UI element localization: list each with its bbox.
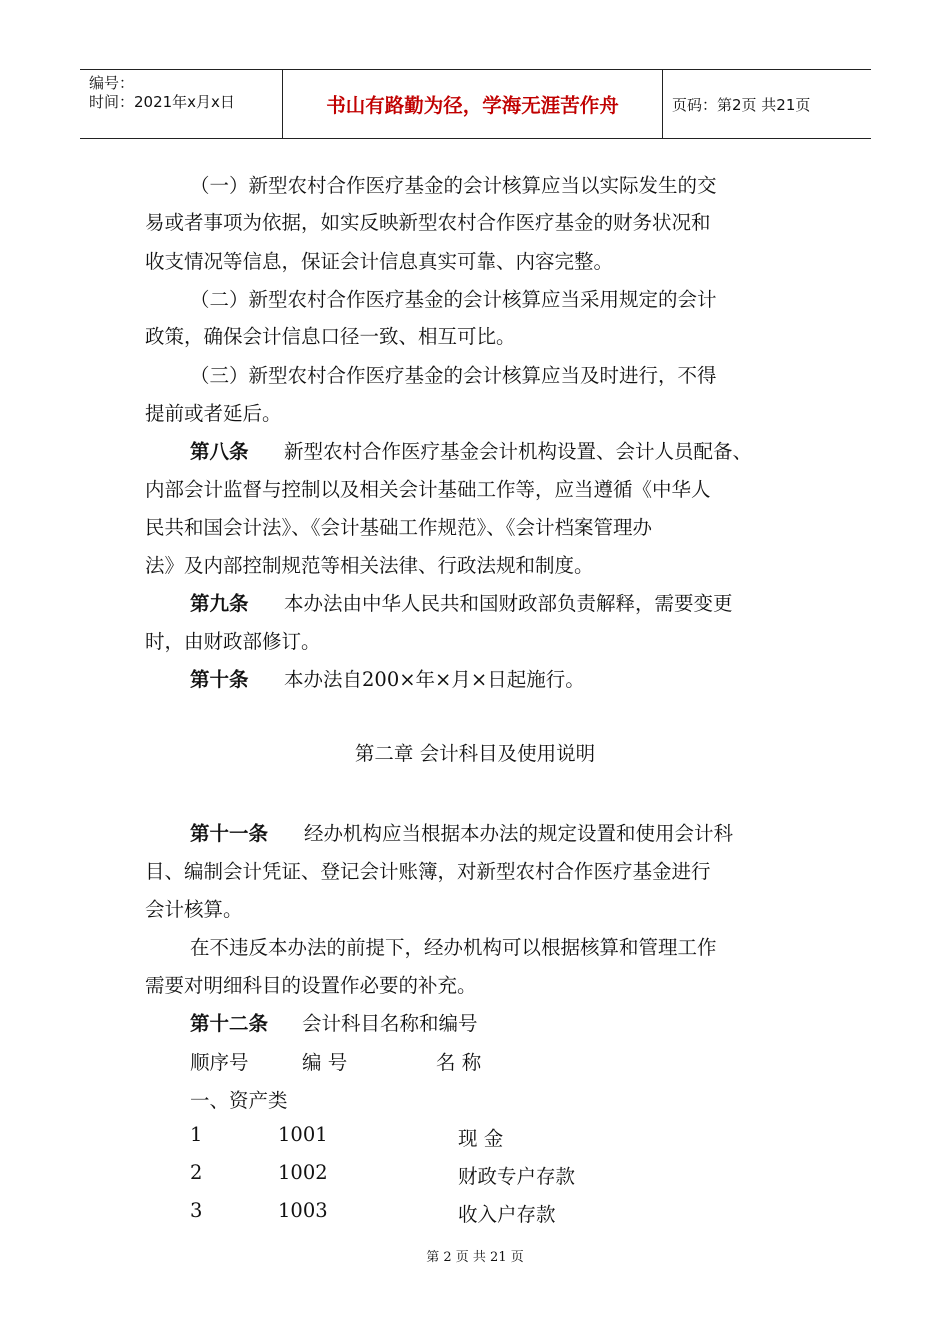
column-header-seq: 顺序号: [190, 1051, 249, 1074]
article-12-text: 会计科目名称和编号: [302, 1012, 478, 1035]
article-11-title: 第十一条: [190, 822, 269, 845]
document-number-label: 编号：: [89, 74, 135, 92]
paragraph-line: 在不违反本办法的前提下，经办机构可以根据核算和管理工作: [190, 936, 717, 959]
paragraph-line: 本办法由中华人民共和国财政部负责解释，需要变更: [284, 592, 733, 615]
category-label: 一、资产类: [190, 1089, 288, 1112]
document-date: 时间：2021年x月x日: [89, 93, 235, 111]
paragraph-line: 政策，确保会计信息口径一致、相互可比。: [145, 325, 516, 348]
table-cell-name: 收入户存款: [458, 1203, 556, 1226]
column-header-code: 编 号: [302, 1051, 348, 1074]
paragraph-line: 易或者事项为依据，如实反映新型农村合作医疗基金的财务状况和: [145, 211, 711, 234]
table-cell-name: 现 金: [458, 1127, 504, 1150]
table-cell-code: 1001: [278, 1123, 328, 1146]
paragraph-line: 内部会计监督与控制以及相关会计基础工作等，应当遵循《中华人: [145, 478, 711, 501]
paragraph-line: 会计核算。: [145, 898, 243, 921]
column-header-name: 名 称: [436, 1051, 482, 1074]
paragraph-line: 民共和国会计法》、《会计基础工作规范》、《会计档案管理办: [145, 516, 653, 539]
page-footer: 第 2 页 共 21 页: [426, 1250, 524, 1265]
header-motto: 书山有路勤为径，学海无涯苦作舟: [283, 70, 663, 138]
table-cell-name: 财政专户存款: [458, 1165, 576, 1188]
table-cell-seq: 1: [190, 1123, 203, 1146]
header-left-cell: [80, 70, 283, 138]
paragraph-line: 收支情况等信息，保证会计信息真实可靠、内容完整。: [145, 250, 614, 273]
article-8-title: 第八条: [190, 440, 249, 463]
chapter-heading: 第二章 会计科目及使用说明: [354, 742, 596, 765]
paragraph-line: 目、编制会计凭证、登记会计账簿，对新型农村合作医疗基金进行: [145, 860, 711, 883]
paragraph-line: （一）新型农村合作医疗基金的会计核算应当以实际发生的交: [190, 174, 717, 197]
paragraph-line: （三）新型农村合作医疗基金的会计核算应当及时进行，不得: [190, 364, 717, 387]
header-page-info: 页码：第2页 共21页: [672, 95, 811, 114]
table-cell-code: 1002: [278, 1161, 328, 1184]
paragraph-line: 时，由财政部修订。: [145, 630, 321, 653]
paragraph-line: （二）新型农村合作医疗基金的会计核算应当采用规定的会计: [190, 288, 717, 311]
paragraph-line: 需要对明细科目的设置作必要的补充。: [145, 974, 477, 997]
paragraph-line: 本办法自200×年×月×日起施行。: [284, 668, 585, 691]
table-cell-seq: 3: [190, 1199, 203, 1222]
paragraph-line: 提前或者延后。: [145, 402, 282, 425]
paragraph-line: 新型农村合作医疗基金会计机构设置、会计人员配备、: [284, 440, 753, 463]
article-9-title: 第九条: [190, 592, 249, 615]
paragraph-line: 经办机构应当根据本办法的规定设置和使用会计科: [304, 822, 734, 845]
page-header: [80, 69, 871, 139]
article-10-title: 第十条: [190, 668, 249, 691]
paragraph-line: 法》及内部控制规范等相关法律、行政法规和制度。: [145, 554, 594, 577]
article-12-title: 第十二条: [190, 1012, 269, 1035]
table-cell-seq: 2: [190, 1161, 203, 1184]
table-cell-code: 1003: [278, 1199, 328, 1222]
